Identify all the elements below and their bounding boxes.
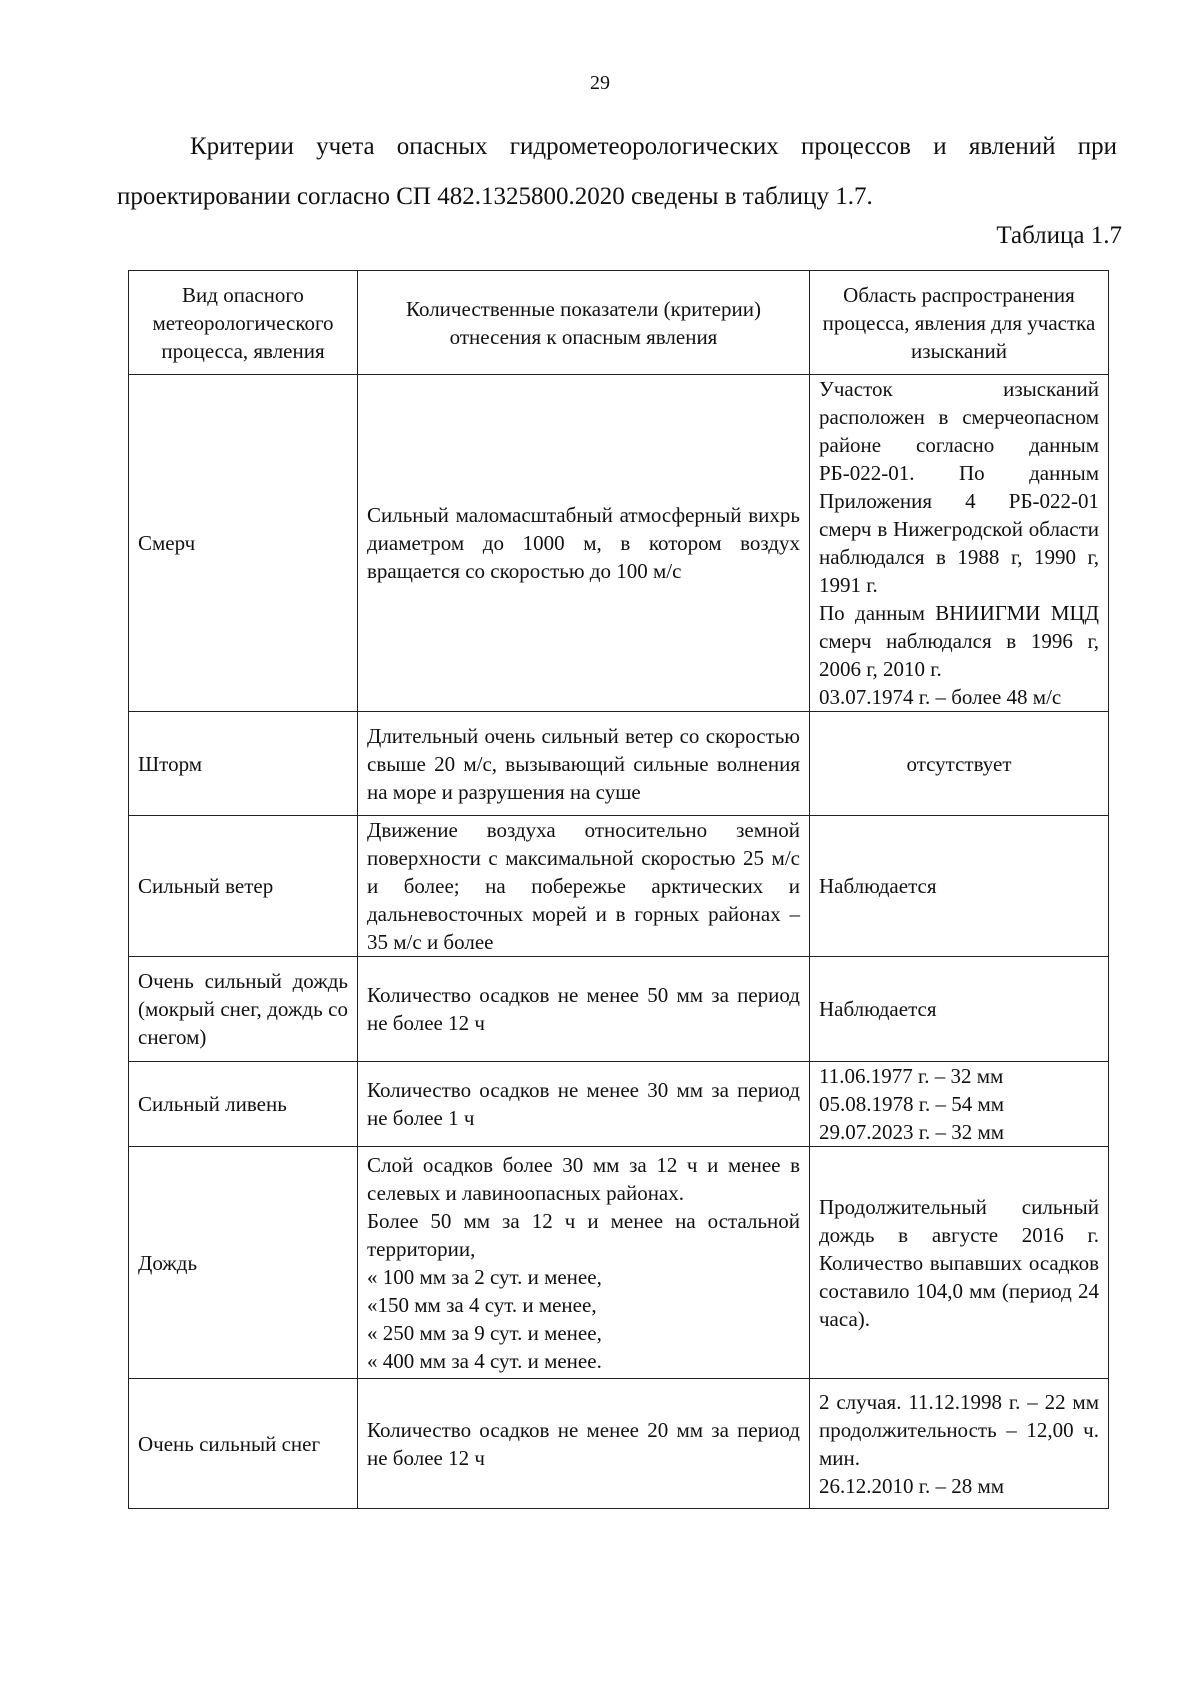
area-cell xyxy=(810,1379,1109,1509)
criteria-text: Более 50 мм за 12 ч и менее на остальной территории, xyxy=(367,1208,800,1261)
area-text: 05.08.1978 г. – 54 мм xyxy=(819,1092,1005,1116)
table-row xyxy=(129,957,1109,1062)
table-row xyxy=(129,816,1109,957)
phenomenon-cell: Дождь xyxy=(129,1147,358,1379)
area-text: По данным ВНИИГМИ МЦД смерч наблюдался в 1996 г, 2006 г, 2010 г. xyxy=(819,601,1099,681)
header-phenomenon: Вид опасного метеорологического процесса, явления xyxy=(129,271,358,375)
criteria-cell: Сильный маломасштабный атмосферный вихрь диаметром до 1000 м, в котором воздух вращается со скоростью до 100 м/с xyxy=(358,375,810,712)
criteria-cell: Длительный очень сильный ветер со скоростью свыше 20 м/с, вызывающий сильные волнения на море и разрушения на суше xyxy=(358,712,810,816)
area-text: 26.12.2010 г. – 28 мм xyxy=(819,1473,1005,1498)
table-row xyxy=(129,1147,1109,1379)
criteria-text: « 100 мм за 2 сут. и менее, xyxy=(367,1264,602,1289)
area-text: 03.07.1974 г. – более 48 м/с xyxy=(819,685,1062,709)
area-text: 29.07.2023 г. – 32 мм xyxy=(819,1120,1005,1144)
phenomenon-cell: Сильный ветер xyxy=(129,816,358,957)
criteria-text: « 400 мм за 4 сут. и менее. xyxy=(367,1348,602,1373)
area-cell: Наблюдается xyxy=(810,957,1109,1062)
area-cell: отсутствует xyxy=(810,712,1109,816)
table-row xyxy=(129,1379,1109,1509)
area-cell xyxy=(810,1062,1109,1147)
area-cell: Продолжительный сильный дождь в августе 2016 г. Количество выпавших осадков составило 104,0 мм (период 24 часа). xyxy=(810,1147,1109,1379)
table-row xyxy=(129,712,1109,816)
table-header-row xyxy=(129,271,1109,375)
table-row xyxy=(129,375,1109,712)
table-row xyxy=(129,1062,1109,1147)
header-criteria: Количественные показатели (критерии) отнесения к опасным явления xyxy=(358,271,810,375)
phenomenon-cell: Шторм xyxy=(129,712,358,816)
area-text: 2 случая. 11.12.1998 г. – 22 мм продолжительность – 12,00 ч. мин. xyxy=(819,1389,1099,1470)
phenomenon-cell: Очень сильный дождь (мокрый снег, дождь со снегом) xyxy=(129,957,358,1062)
criteria-cell: Движение воздуха относительно земной поверхности с максимальной скоростью 25 м/с и более; на побережье арктических и дальневосточных морей и в горных районах – 35 м/с и более xyxy=(358,816,810,957)
phenomenon-cell: Очень сильный снег xyxy=(129,1379,358,1509)
criteria-text: « 250 мм за 9 сут. и менее, xyxy=(367,1320,602,1345)
table-caption: Таблица 1.7 xyxy=(996,222,1122,249)
header-area: Область распространения процесса, явления для участка изысканий xyxy=(810,271,1109,375)
criteria-cell: Количество осадков не менее 30 мм за период не более 1 ч xyxy=(358,1062,810,1147)
criteria-cell: Количество осадков не менее 20 мм за период не более 12 ч xyxy=(358,1379,810,1509)
area-cell xyxy=(810,375,1109,712)
criteria-text: «150 мм за 4 сут. и менее, xyxy=(367,1292,597,1317)
criteria-cell xyxy=(358,1147,810,1379)
area-text: Участок изысканий расположен в смерчеопасном районе согласно данным РБ-022-01. По данным Приложения 4 РБ-022-01 смерч в Нижегродской области наблюдался в 1988 г, 1990 г, 1991 г. xyxy=(819,377,1099,597)
criteria-cell: Количество осадков не менее 50 мм за период не более 12 ч xyxy=(358,957,810,1062)
area-text: 11.06.1977 г. – 32 мм xyxy=(819,1064,1004,1088)
page-number: 29 xyxy=(590,72,610,94)
intro-paragraph: Критерии учета опасных гидрометеорологических процессов и явлений при проектировании согласно СП 482.1325800.2020 сведены в таблицу 1.7. xyxy=(117,133,1117,210)
phenomenon-cell: Сильный ливень xyxy=(129,1062,358,1147)
hazard-criteria-table xyxy=(128,270,1109,1509)
phenomenon-cell: Смерч xyxy=(129,375,358,712)
area-cell: Наблюдается xyxy=(810,816,1109,957)
criteria-text: Слой осадков более 30 мм за 12 ч и менее в селевых и лавиноопасных районах. xyxy=(367,1152,800,1205)
